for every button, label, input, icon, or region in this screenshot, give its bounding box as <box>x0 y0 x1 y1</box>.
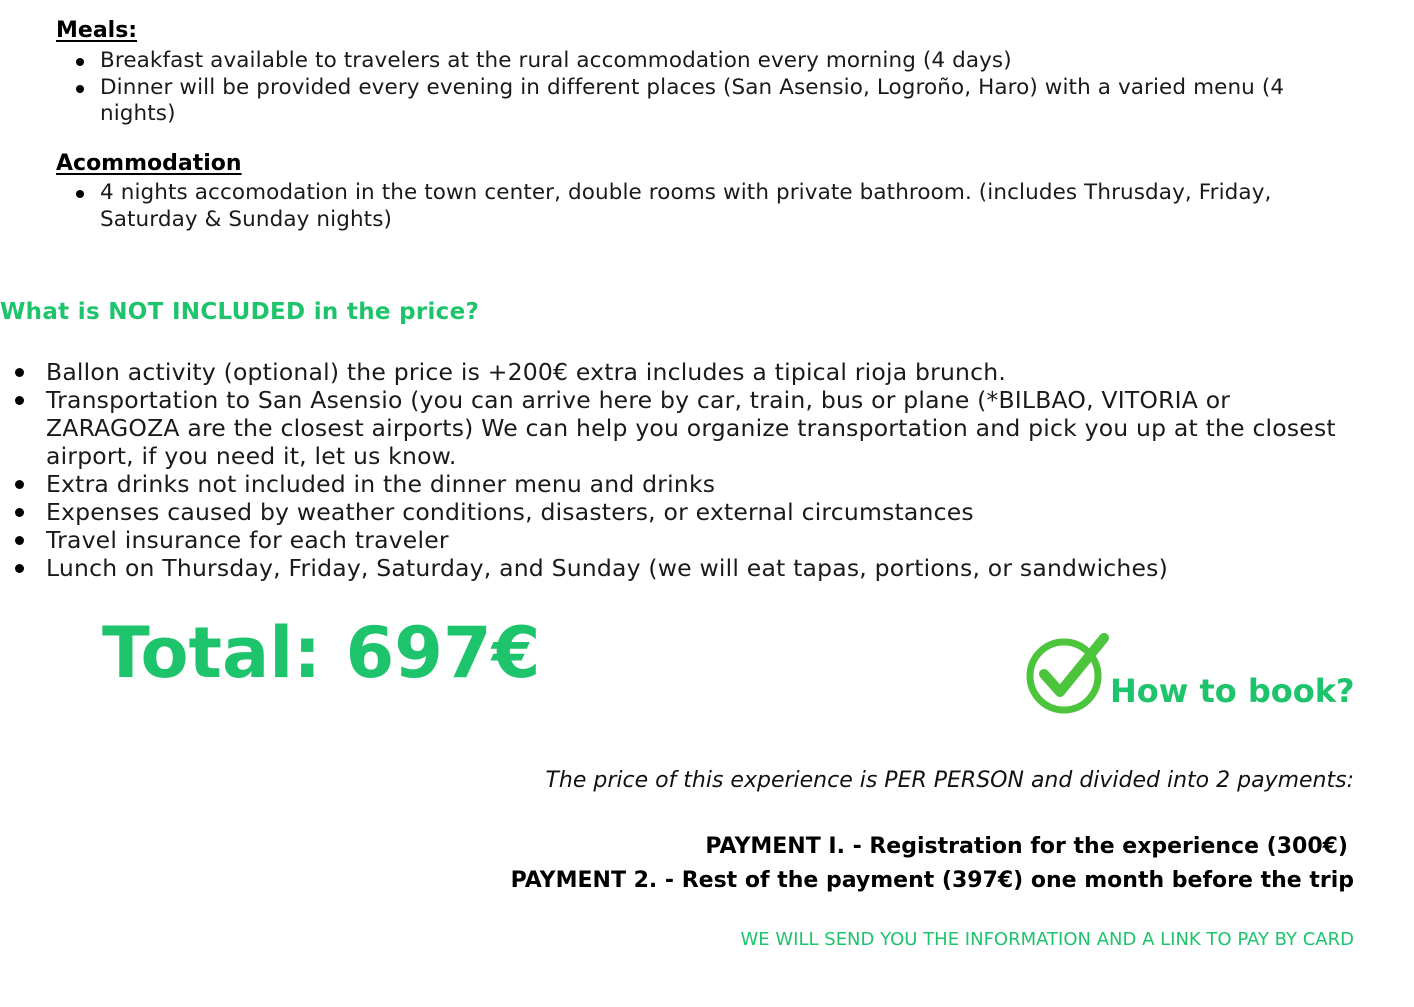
card-payment-note: WE WILL SEND YOU THE INFORMATION AND A LINK TO PAY BY CARD <box>740 929 1354 950</box>
list-item: Extra drinks not included in the dinner menu and drinks <box>0 470 1340 498</box>
price-note: The price of this experience is PER PERSON and divided into 2 payments: <box>545 768 1354 793</box>
list-item: Travel insurance for each traveler <box>0 526 1340 554</box>
list-item: Ballon activity (optional) the price is +200€ extra includes a tipical rioja brunch. <box>0 358 1340 386</box>
payment-1: PAYMENT I. - Registration for the experience (300€) <box>705 834 1348 859</box>
checkmark-icon <box>1022 632 1110 716</box>
not-included-heading: What is NOT INCLUDED in the price? <box>0 299 480 325</box>
list-item: Lunch on Thursday, Friday, Saturday, and Sunday (we will eat tapas, portions, or sandwiches) <box>0 554 1340 582</box>
payment-2: PAYMENT 2. - Rest of the payment (397€) one month before the trip <box>510 868 1354 893</box>
total-price: Total: 697€ <box>102 612 541 694</box>
list-item: 4 nights accomodation in the town center, double rooms with private bathroom. (includes Thrusday, Friday, Saturday & Sunday nights) <box>56 180 1356 233</box>
list-item: Dinner will be provided every evening in different places (San Asensio, Logroño, Haro) with a varied menu (4 nights) <box>56 75 1356 128</box>
accommodation-heading: Acommodation <box>56 151 242 176</box>
accommodation-list <box>56 180 1356 233</box>
not-included-list <box>0 358 1340 582</box>
meals-list <box>56 48 1356 128</box>
list-item: Expenses caused by weather conditions, disasters, or external circumstances <box>0 498 1340 526</box>
list-item: Transportation to San Asensio (you can arrive here by car, train, bus or plane (*BILBAO, VITORIA or ZARAGOZA are the closest airports) We can help you organize transportation and pick you up at the closest airport, if you need it, let us know. <box>0 386 1340 470</box>
meals-heading: Meals: <box>56 18 138 43</box>
list-item: Breakfast available to travelers at the rural accommodation every morning (4 days) <box>56 48 1356 75</box>
how-to-book-heading: How to book? <box>1110 672 1355 710</box>
